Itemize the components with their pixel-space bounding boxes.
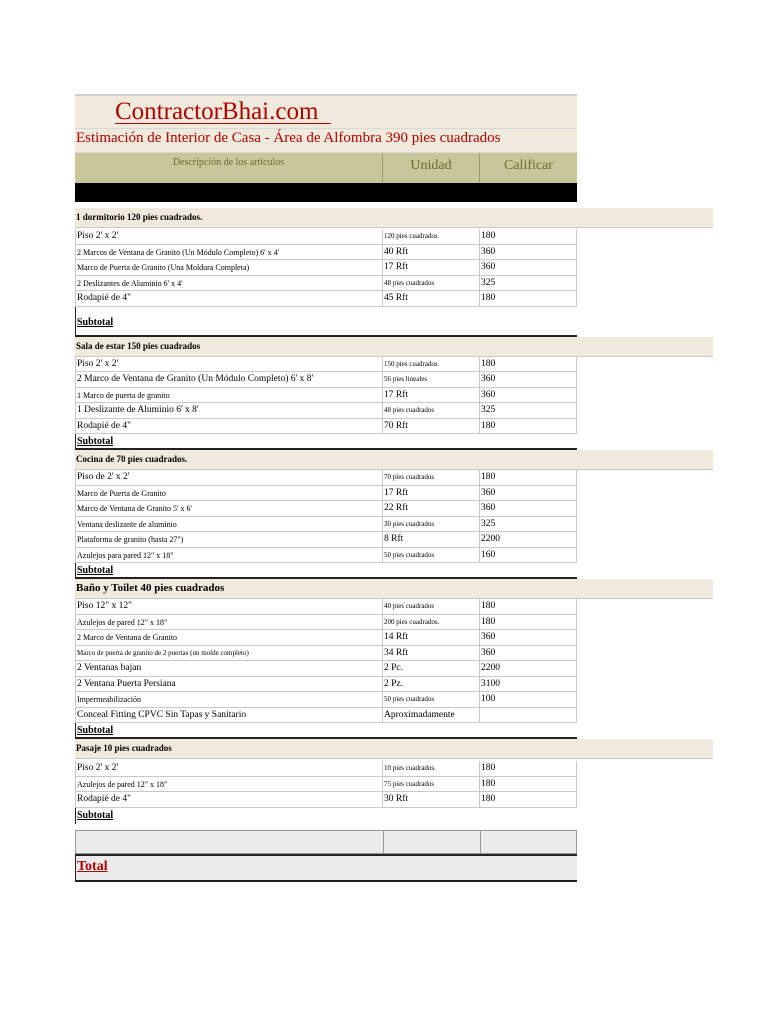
cell-unit: 48 pies cuadrados <box>383 276 480 291</box>
header-rate: Calificar <box>504 158 553 173</box>
table-row <box>75 357 577 373</box>
cell-rate: 180 <box>481 778 496 789</box>
cell-unit: 2 Pc. <box>383 661 480 676</box>
cell-unit: 17 Rft <box>383 486 480 501</box>
brand-header <box>75 94 577 128</box>
cell-rate: 360 <box>481 632 496 642</box>
table-row <box>75 245 577 261</box>
cell-unit: 150 pies cuadrados <box>383 357 480 372</box>
cell-description: 2 Deslizantes de Aluminio 6' x 4' <box>76 276 383 291</box>
section-title: Sala de estar 150 pies cuadrados <box>75 337 713 357</box>
cell-unit: 2 Pz. <box>383 677 480 692</box>
table-row <box>75 260 577 276</box>
cell-description: Piso de 2' x 2' <box>76 470 383 485</box>
table-row <box>75 708 577 724</box>
cell-rate: 360 <box>481 374 496 384</box>
cell-rate: 160 <box>481 549 496 560</box>
subtotal-label: Subtotal <box>77 809 114 821</box>
cell-rate: 180 <box>481 472 496 482</box>
table-row <box>75 291 577 307</box>
table-row <box>75 470 577 486</box>
black-separator <box>75 183 577 202</box>
cell-unit: 50 pies cuadrados <box>383 692 480 707</box>
cell-description: Azulejos de pared 12" x 18" <box>76 777 383 792</box>
table-row <box>75 792 577 808</box>
table-row <box>75 777 577 793</box>
table-row <box>75 419 577 435</box>
cell-description: 1 Deslizante de Aluminio 6' x 8' <box>76 403 383 418</box>
empty-cell <box>76 831 384 853</box>
cell-description: 2 Ventanas bajan <box>76 661 383 676</box>
cell-unit: 30 pies cuadrados <box>383 517 480 532</box>
subtitle-row <box>75 128 577 152</box>
cell-unit: 30 Rft <box>383 792 480 807</box>
cell-unit: 8 Rft <box>383 532 480 547</box>
subtotal-row <box>75 307 577 337</box>
brand-name[interactable]: ContractorBhai.com <box>115 98 331 125</box>
cell-rate: 180 <box>481 794 496 804</box>
cell-rate: 2200 <box>481 534 500 544</box>
cell-description: Piso 2' x 2' <box>76 357 383 372</box>
subtotal-label: Subtotal <box>77 565 114 576</box>
empty-row <box>75 830 577 854</box>
cell-rate: 325 <box>481 405 496 415</box>
cell-description: Azulejos para pared 12" x 18" <box>76 548 383 563</box>
subtotal-row <box>75 563 577 579</box>
column-headers <box>75 152 577 183</box>
cell-rate: 2200 <box>481 663 500 673</box>
cell-description: Impermeabilización <box>76 692 383 707</box>
cell-description: Piso 2' x 2' <box>76 761 383 776</box>
cell-rate: 180 <box>481 358 496 369</box>
cell-unit: 70 Rft <box>383 419 480 434</box>
table-row <box>75 661 577 677</box>
cell-unit: Aproximadamente <box>383 708 480 723</box>
cell-description: 2 Marco de Ventana de Granito (Un Módulo Completo) 6' x 8' <box>76 372 383 387</box>
cell-description: 1 Marco de puerta de granito <box>76 388 383 403</box>
cell-rate: 180 <box>481 231 496 241</box>
cell-unit: 22 Rft <box>383 501 480 516</box>
cell-description: Rodapié de 4" <box>76 419 383 434</box>
table-row <box>75 761 577 777</box>
cell-description: Conceal Fitting CPVC Sin Tapas y Sanitario <box>76 708 383 723</box>
cell-unit: 45 Rft <box>383 291 480 306</box>
cell-rate: 180 <box>481 601 496 611</box>
cell-description: Azulejos de pared 12" x 18" <box>76 615 383 630</box>
empty-cell <box>481 831 576 853</box>
subtotal-row <box>75 808 577 824</box>
cell-rate: 360 <box>481 487 496 498</box>
cell-unit: 75 pies cuadrados <box>383 777 480 792</box>
cell-unit: 17 Rft <box>383 388 480 403</box>
cell-description: Marco de Puerta de Granito (Una Moldura Completa) <box>76 260 383 275</box>
subtotal-label: Subtotal <box>77 436 114 447</box>
section-title: Baño y Toilet 40 pies cuadrados <box>75 579 713 599</box>
estimate-subtitle: Estimación de Interior de Casa - Área de Alfombra 390 pies cuadrados <box>76 130 501 146</box>
section-title: Pasaje 10 pies cuadrados <box>75 739 713 759</box>
cell-rate: 360 <box>481 246 496 257</box>
cell-rate: 100 <box>481 694 496 704</box>
table-row <box>75 692 577 708</box>
cell-description: 2 Marcos de Ventana de Granito (Un Módulo Completo) 6' x 4' <box>76 245 383 260</box>
table-row <box>75 388 577 404</box>
cell-description: Rodapié de 4" <box>76 792 383 807</box>
table-row <box>75 276 577 292</box>
cell-unit: 40 Rft <box>383 245 480 260</box>
cell-rate: 360 <box>481 503 496 513</box>
cell-unit: 48 pies cuadrados <box>383 403 480 418</box>
subtotal-row <box>75 434 577 450</box>
cell-description: Piso 2' x 2' <box>76 229 383 244</box>
subtotal-row <box>75 723 577 739</box>
cell-description: Marco de Puerta de Granito <box>76 486 383 501</box>
cell-description: Piso 12" x 12" <box>76 599 383 614</box>
table-row <box>75 372 577 388</box>
table-row <box>75 501 577 517</box>
cell-rate: 3100 <box>481 678 500 689</box>
cell-unit: 120 pies cuadrados <box>383 229 480 244</box>
header-description: Descripción de los artículos <box>75 153 383 183</box>
cell-rate: 180 <box>481 763 496 773</box>
total-label: Total <box>77 858 108 874</box>
cell-description: Marco de Ventana de Granito 5' x 6' <box>76 501 383 516</box>
cell-unit: 50 pies cuadrados <box>383 548 480 563</box>
cell-description: Rodapié de 4" <box>76 291 383 306</box>
table-row <box>75 517 577 533</box>
table-row <box>75 486 577 502</box>
cell-description: Ventana deslizante de aluminio <box>76 517 383 532</box>
estimate-sheet <box>75 94 577 882</box>
cell-rate: 325 <box>481 518 496 529</box>
cell-rate: 180 <box>481 420 496 431</box>
table-row <box>75 532 577 548</box>
table-row <box>75 403 577 419</box>
cell-unit: 70 pies cuadrados <box>383 470 480 485</box>
cell-rate: 180 <box>481 293 496 303</box>
cell-unit: 17 Rft <box>383 260 480 275</box>
total-row <box>75 854 577 882</box>
cell-rate: 360 <box>481 647 496 658</box>
cell-rate: 360 <box>481 262 496 272</box>
table-row <box>75 630 577 646</box>
table-row <box>75 548 577 564</box>
cell-unit: 10 pies cuadrados. <box>383 761 480 776</box>
cell-description: Marco de puerta de granito de 2 puertas (un molde completo) <box>76 646 383 661</box>
subtotal-label: Subtotal <box>77 316 114 328</box>
table-row <box>75 615 577 631</box>
table-row <box>75 599 577 615</box>
header-unit: Unidad <box>383 153 480 183</box>
cell-unit: 40 pies cuadrados <box>383 599 480 614</box>
table-row <box>75 229 577 245</box>
cell-rate <box>480 708 576 723</box>
table-row <box>75 677 577 693</box>
cell-unit: 200 pies cuadrados. <box>383 615 480 630</box>
cell-description: 2 Marco de Ventana de Granito <box>76 630 383 645</box>
cell-description: Plataforma de granito (hasta 27") <box>76 532 383 547</box>
cell-unit: 14 Rft <box>383 630 480 645</box>
cell-rate: 360 <box>481 389 496 400</box>
cell-rate: 180 <box>481 616 496 627</box>
cell-description: 2 Ventana Puerta Persiana <box>76 677 383 692</box>
cell-unit: 34 Rft <box>383 646 480 661</box>
cell-rate: 325 <box>481 277 496 288</box>
empty-cell <box>384 831 481 853</box>
subtotal-label: Subtotal <box>77 725 114 736</box>
section-title: 1 dormitorio 120 pies cuadrados. <box>75 208 713 228</box>
cell-unit: 56 pies lineales <box>383 372 480 387</box>
section-title: Cocina de 70 pies cuadrados. <box>75 450 713 470</box>
table-row <box>75 646 577 662</box>
